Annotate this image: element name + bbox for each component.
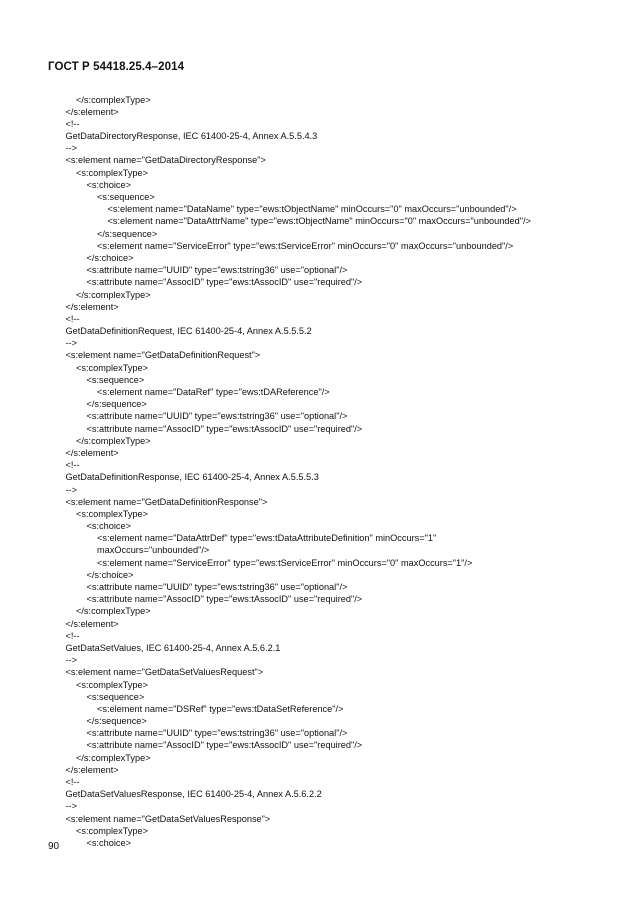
code-line: <s:attribute name="UUID" type="ews:tstring36" use="optional"/>	[86, 728, 348, 739]
code-line: <s:element name="DataName" type="ews:tObjectName" minOccurs="0" maxOccurs="unbounded"/>	[107, 204, 517, 215]
code-line: GetDataDefinitionResponse, IEC 61400-25-4, Annex A.5.5.5.3	[65, 472, 319, 483]
code-line: <s:element name="GetDataDefinitionRequest">	[65, 350, 261, 361]
code-line: -->	[65, 338, 77, 349]
code-line: maxOccurs="unbounded"/>	[97, 545, 210, 556]
code-line: <s:attribute name="AssocID" type="ews:tAssocID" use="required"/>	[86, 594, 363, 605]
code-line: <s:element name="GetDataSetValuesRequest">	[65, 667, 264, 678]
code-line: </s:complexType>	[76, 606, 151, 617]
code-line: <!--	[65, 118, 80, 129]
code-line: <s:attribute name="UUID" type="ews:tstring36" use="optional"/>	[86, 411, 348, 422]
code-line: <s:sequence>	[86, 691, 145, 702]
code-line: -->	[65, 484, 77, 495]
code-line: <s:element name="GetDataSetValuesResponse">	[65, 813, 271, 824]
code-line: </s:element>	[65, 447, 119, 458]
code-line: </s:sequence>	[86, 716, 147, 727]
code-line: <!--	[65, 630, 80, 641]
code-line: </s:choice>	[86, 569, 134, 580]
code-line: GetDataDefinitionRequest, IEC 61400-25-4, Annex A.5.5.5.2	[65, 326, 312, 337]
code-line: </s:complexType>	[76, 435, 151, 446]
code-line: </s:element>	[65, 301, 119, 312]
code-line: <s:choice>	[86, 521, 131, 532]
page-number: 90	[48, 841, 60, 852]
code-line: -->	[65, 655, 77, 666]
code-line: <s:element name="DataAttrName" type="ews:tObjectName" minOccurs="0" maxOccurs="unbounded"/>	[107, 216, 531, 227]
code-line: <!--	[65, 460, 80, 471]
code-line: <s:complexType>	[76, 825, 149, 836]
code-line: </s:element>	[65, 764, 119, 775]
code-line: </s:sequence>	[97, 228, 158, 239]
code-line: <s:attribute name="AssocID" type="ews:tAssocID" use="required"/>	[86, 423, 363, 434]
code-line: GetDataSetValues, IEC 61400-25-4, Annex A.5.6.2.1	[65, 642, 281, 653]
code-line: <!--	[65, 313, 80, 324]
code-line: <s:choice>	[86, 179, 131, 190]
code-line: </s:sequence>	[86, 399, 147, 410]
code-line: <s:element name="DataRef" type="ews:tDAReference"/>	[97, 387, 330, 397]
code-line: <s:complexType>	[76, 508, 149, 519]
code-line: <s:element name="GetDataDefinitionResponse">	[65, 496, 268, 507]
code-line: <s:attribute name="UUID" type="ews:tstring36" use="optional"/>	[86, 265, 348, 276]
code-line: </s:element>	[65, 618, 119, 629]
code-line: <s:attribute name="AssocID" type="ews:tAssocID" use="required"/>	[86, 740, 363, 751]
code-line: <s:element name="ServiceError" type="ews:tServiceError" minOccurs="0" maxOccurs="1"/>	[97, 557, 473, 568]
code-line: GetDataSetValuesResponse, IEC 61400-25-4, Annex A.5.6.2.2	[65, 789, 322, 800]
code-line: </s:complexType>	[76, 94, 151, 105]
code-line: <s:element name="DataAttrDef" type="ews:tDataAttributeDefinition" minOccurs="1"	[97, 533, 437, 544]
xml-code-listing	[0, 94, 531, 850]
code-line: -->	[65, 143, 77, 154]
code-line: -->	[65, 801, 77, 812]
code-line: </s:complexType>	[76, 289, 151, 300]
code-line: <s:complexType>	[76, 362, 149, 373]
code-line: <s:complexType>	[76, 167, 149, 178]
code-line: <s:element name="DSRef" type="ews:tDataSetReference"/>	[97, 703, 344, 714]
code-line: <s:element name="ServiceError" type="ews:tServiceError" minOccurs="0" maxOccurs="unbounded"/>	[97, 240, 514, 251]
document-header: ГОСТ Р 54418.25.4–2014	[48, 61, 185, 73]
code-line: <s:attribute name="UUID" type="ews:tstring36" use="optional"/>	[86, 582, 348, 592]
code-line: <s:sequence>	[86, 374, 145, 385]
code-line: GetDataDirectoryResponse, IEC 61400-25-4, Annex A.5.5.4.3	[65, 131, 318, 142]
code-line: </s:complexType>	[76, 752, 151, 763]
code-line: </s:element>	[65, 106, 119, 117]
code-line: <s:sequence>	[97, 192, 155, 202]
code-line: <!--	[65, 777, 80, 787]
code-line: </s:choice>	[86, 252, 134, 263]
code-line: <s:attribute name="AssocID" type="ews:tAssocID" use="required"/>	[86, 277, 363, 288]
code-line: <s:choice>	[86, 837, 131, 848]
code-line: <s:complexType>	[76, 679, 149, 690]
code-line: <s:element name="GetDataDirectoryResponse">	[65, 155, 266, 166]
